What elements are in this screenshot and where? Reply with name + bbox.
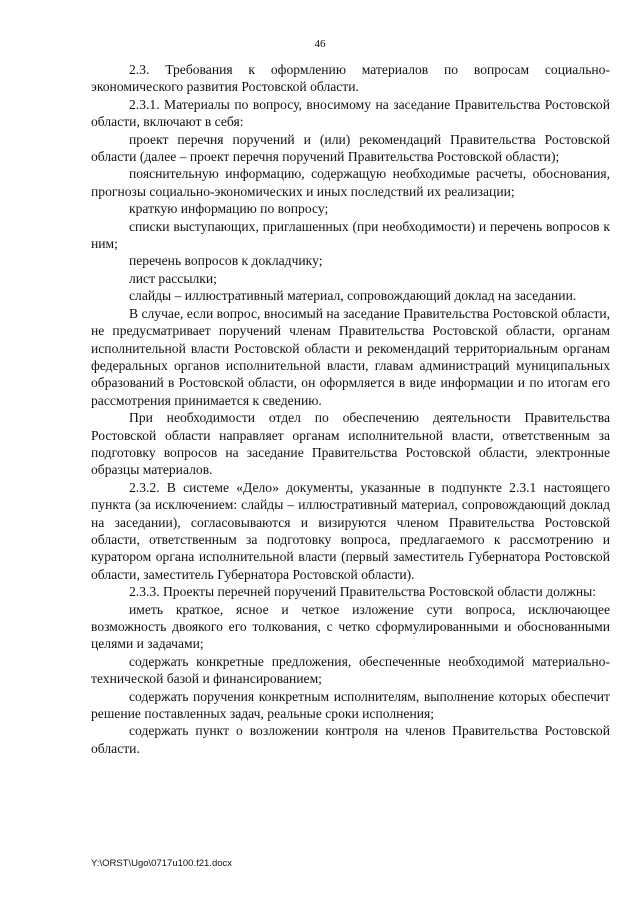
subsection-2-3-3: 2.3.3. Проекты перечней поручений Правительства Ростовской области должны: xyxy=(129,584,597,600)
list-item-brief-info: краткую информацию по вопросу; xyxy=(129,201,329,217)
list-item-speakers-list: списки выступающих, приглашенных (при необходимости) и перечень вопросов к ним; xyxy=(91,218,610,252)
paragraph-no-instructions-case: В случае, если вопрос, вносимый на заседание Правительства Ростовской области, не предусматривает поручений членам Правительства Ростовской области, органам исполнительной власти Ростовской области и рекомендаций территориальным органам федеральных органов исполнительной власти, главам администраций муниципальных образований в Ростовской области, он оформляется в виде информации и по итогам его рассмотрения принимается к сведению. xyxy=(91,305,610,408)
paragraph-electronic-templates: При необходимости отдел по обеспечению деятельности Правительства Ростовской области направляет органам исполнительной власти, ответственным за подготовку вопросов на заседание Правительства Ростовской области, электронные образцы материалов. xyxy=(91,410,610,478)
list-item-questions-to-speaker: перечень вопросов к докладчику; xyxy=(129,253,323,269)
section-heading-2-3: 2.3. Требования к оформлению материалов по вопросам социально-экономического развития Ростовской области. xyxy=(91,62,610,95)
list-item-specific-executors: содержать поручения конкретным исполнителям, выполнение которых обеспечит решение поставленных задач, реальные сроки исполнения; xyxy=(91,688,610,722)
document-body xyxy=(91,61,610,757)
list-item-distribution-list: лист рассылки; xyxy=(129,270,217,286)
page-number: 46 xyxy=(314,38,326,50)
list-item-clear-statement: иметь краткое, ясное и четкое изложение сути вопроса, исключающее возможность двоякого его толкования, с четко сформулированными и обоснованными целями и задачами; xyxy=(91,601,610,652)
list-item-specific-proposals: содержать конкретные предложения, обеспеченные необходимой материально-технической базой и финансированием; xyxy=(91,653,610,687)
list-item-draft-instructions: проект перечня поручений и (или) рекомендаций Правительства Ростовской области (далее – проект перечня поручений Правительства Ростовской области); xyxy=(91,131,610,165)
list-item-slides: слайды – иллюстративный материал, сопровождающий доклад на заседании. xyxy=(129,288,577,304)
subsection-2-3-2: 2.3.2. В системе «Дело» документы, указанные в подпункте 2.3.1 настоящего пункта (за исключением: слайды – иллюстративный материал, сопровождающий доклад на заседании), согласовываются и визируются членом Правительства Ростовской области, ответственным за подготовку вопроса, предлагаемого к рассмотрению и куратором органа исполнительной власти (первый заместитель Губернатора Ростовской области, заместитель Губернатора Ростовской области). xyxy=(91,479,610,582)
list-item-control-clause: содержать пункт о возложении контроля на членов Правительства Ростовской области. xyxy=(91,723,610,756)
subsection-2-3-1: 2.3.1. Материалы по вопросу, вносимому на заседание Правительства Ростовской области, включают в себя: xyxy=(91,96,610,130)
list-item-explanatory-info: пояснительную информацию, содержащую необходимые расчеты, обоснования, прогнозы социально-экономических и иных последствий их реализации; xyxy=(91,166,610,199)
footer-file-path: Y:\ORST\Ugo\0717u100.f21.docx xyxy=(91,858,233,869)
